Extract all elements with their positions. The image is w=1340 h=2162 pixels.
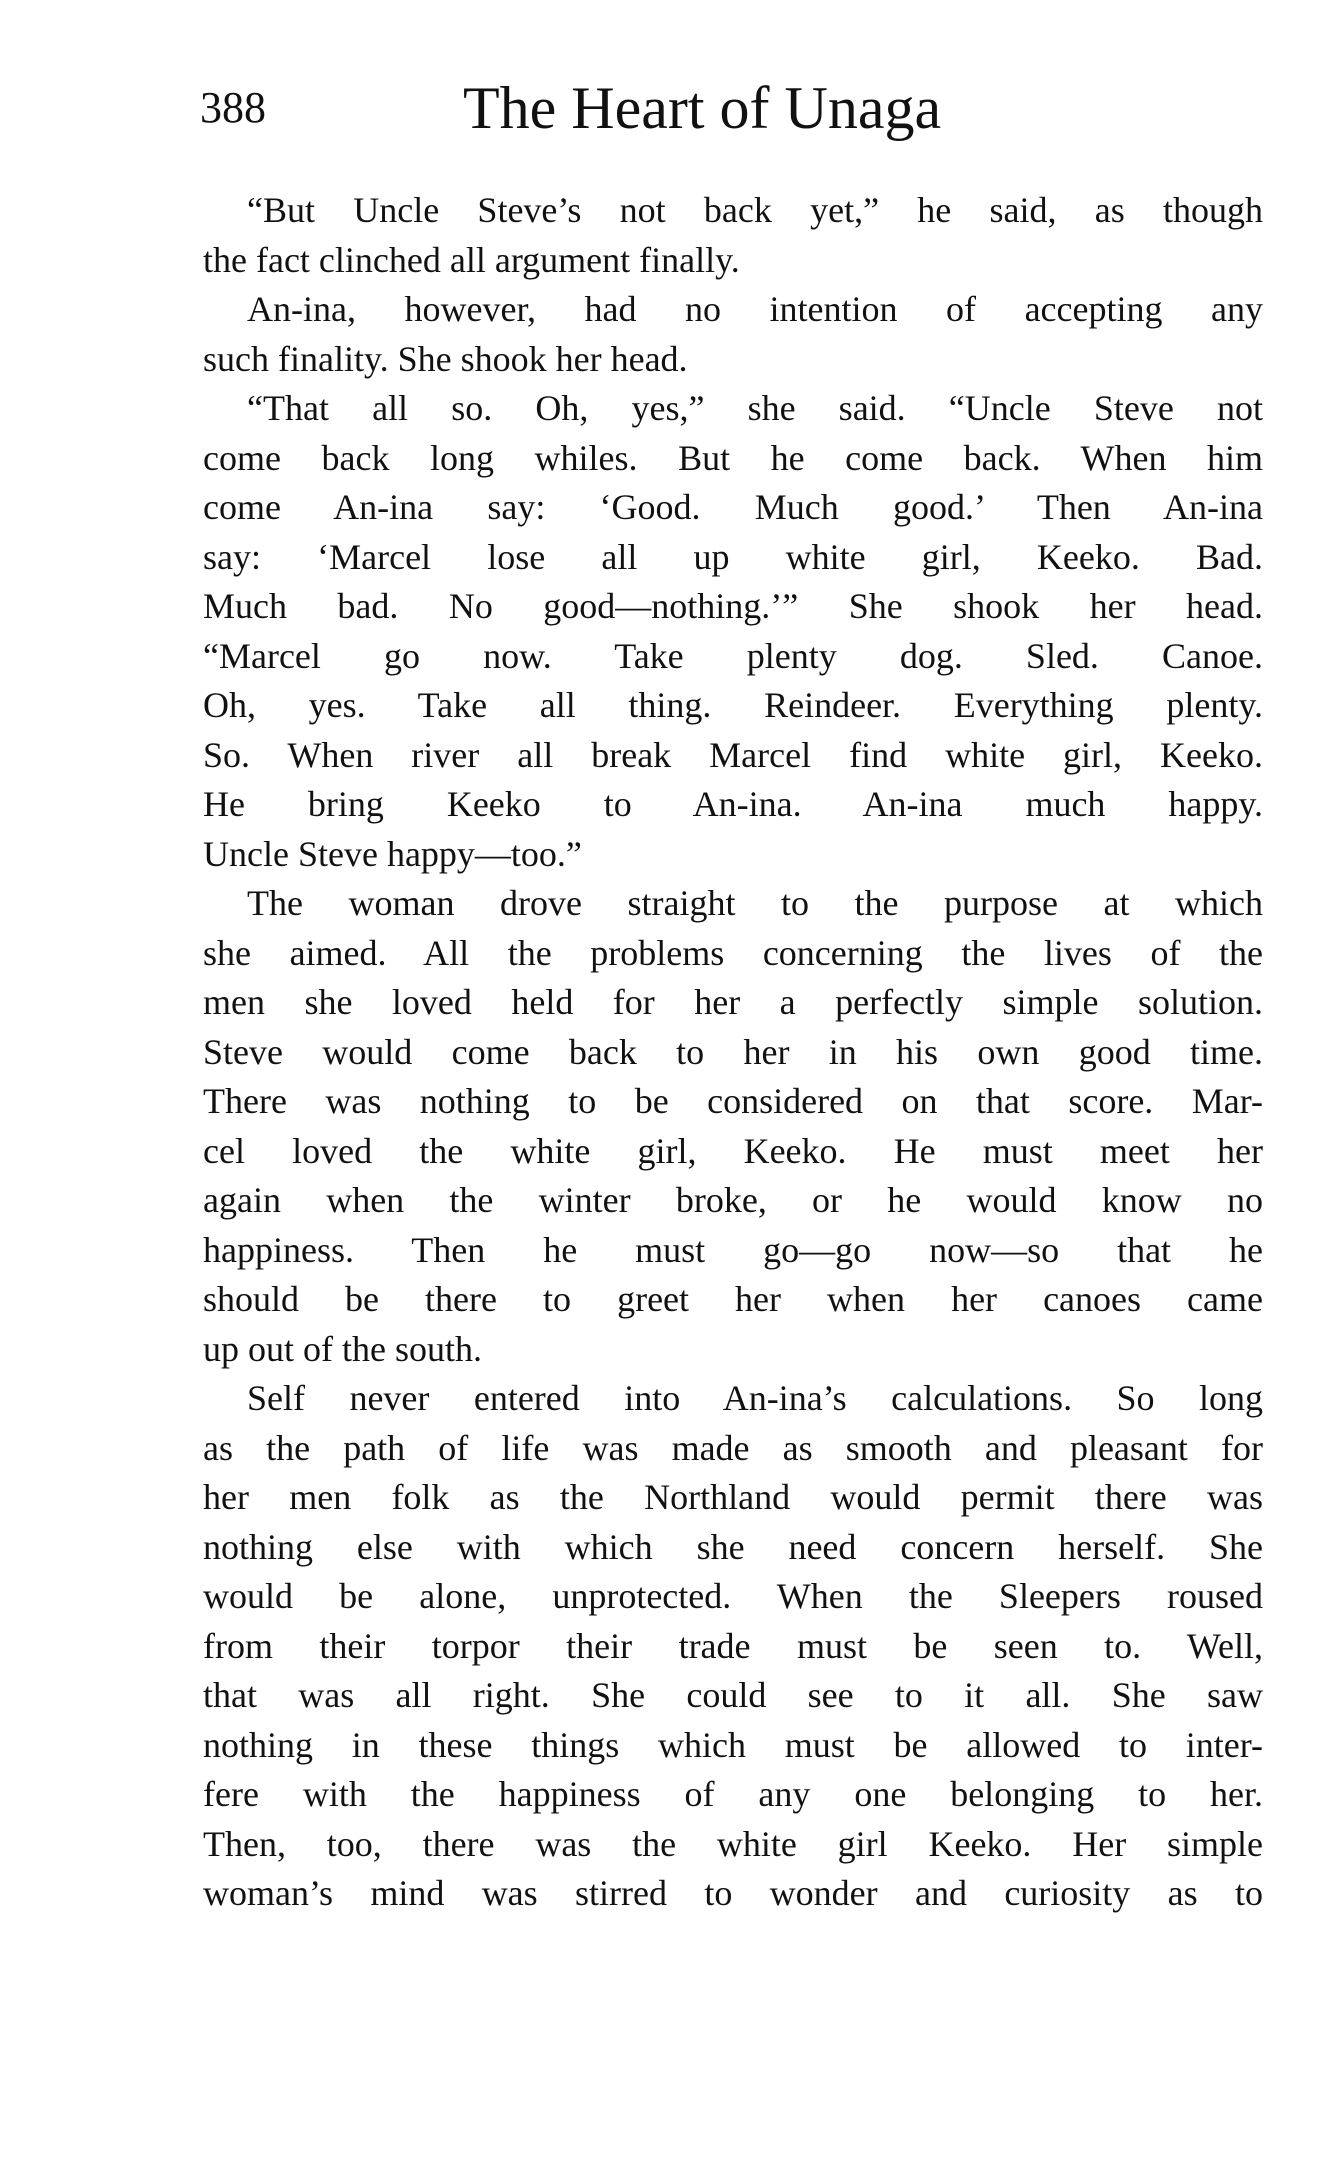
text-line: “But Uncle Steve’s not back yet,” he said, as though bbox=[247, 190, 1263, 230]
text-line: Much bad. No good—nothing.’” She shook her head. bbox=[203, 586, 1263, 626]
text-line: again when the winter broke, or he would know no bbox=[203, 1180, 1263, 1220]
text-line: Self never entered into An-ina’s calculations. So long bbox=[247, 1378, 1263, 1418]
text-line: An-ina, however, had no intention of accepting any bbox=[247, 289, 1263, 329]
text-line: nothing else with which she need concern herself. She bbox=[203, 1526, 1263, 1567]
text-line: Steve would come back to her in his own good time. bbox=[203, 1031, 1263, 1072]
text-line: that was all right. She could see to it all. She saw bbox=[203, 1675, 1263, 1715]
text-line: up out of the south. bbox=[203, 1328, 482, 1369]
text-line: There was nothing to be considered on that score. Mar- bbox=[203, 1081, 1263, 1121]
text-line: The woman drove straight to the purpose at which bbox=[247, 883, 1263, 923]
text-line: come An-ina say: ‘Good. Much good.’ Then An-ina bbox=[203, 487, 1263, 527]
text-line: she aimed. All the problems concerning the lives of the bbox=[203, 932, 1263, 973]
text-line: from their torpor their trade must be seen to. Well, bbox=[203, 1625, 1263, 1666]
text-line: Uncle Steve happy—too.” bbox=[203, 833, 582, 874]
page-number: 388 bbox=[200, 83, 266, 132]
text-line: come back long whiles. But he come back. When him bbox=[203, 437, 1263, 478]
text-line: nothing in these things which must be allowed to inter- bbox=[203, 1724, 1263, 1765]
text-line: would be alone, unprotected. When the Sleepers roused bbox=[203, 1576, 1263, 1616]
text-line: Then, too, there was the white girl Keeko. Her simple bbox=[203, 1823, 1263, 1864]
text-line: such finality. She shook her head. bbox=[203, 338, 688, 379]
text-line: “That all so. Oh, yes,” she said. “Uncle Steve not bbox=[247, 388, 1263, 428]
text-line: should be there to greet her when her canoes came bbox=[203, 1279, 1263, 1319]
body-text bbox=[203, 186, 1263, 1919]
text-line: fere with the happiness of any one belonging to her. bbox=[203, 1774, 1263, 1814]
text-line: cel loved the white girl, Keeko. He must meet her bbox=[203, 1130, 1263, 1171]
text-line: say: ‘Marcel lose all up white girl, Keeko. Bad. bbox=[203, 536, 1263, 577]
running-title: The Heart of Unaga bbox=[463, 75, 942, 141]
text-line: Oh, yes. Take all thing. Reindeer. Everything plenty. bbox=[203, 685, 1263, 725]
text-line: the fact clinched all argument finally. bbox=[203, 239, 740, 280]
text-line: as the path of life was made as smooth and pleasant for bbox=[203, 1427, 1263, 1468]
text-line: He bring Keeko to An-ina. An-ina much happy. bbox=[203, 784, 1263, 824]
text-line: woman’s mind was stirred to wonder and curiosity as to bbox=[203, 1873, 1263, 1913]
text-line: her men folk as the Northland would permit there was bbox=[203, 1477, 1263, 1517]
text-line: “Marcel go now. Take plenty dog. Sled. Canoe. bbox=[203, 635, 1263, 676]
text-line: happiness. Then he must go—go now—so that he bbox=[203, 1229, 1263, 1270]
page-header bbox=[200, 75, 1070, 148]
text-line: So. When river all break Marcel find white girl, Keeko. bbox=[203, 734, 1263, 775]
text-line: men she loved held for her a perfectly simple solution. bbox=[203, 982, 1263, 1022]
